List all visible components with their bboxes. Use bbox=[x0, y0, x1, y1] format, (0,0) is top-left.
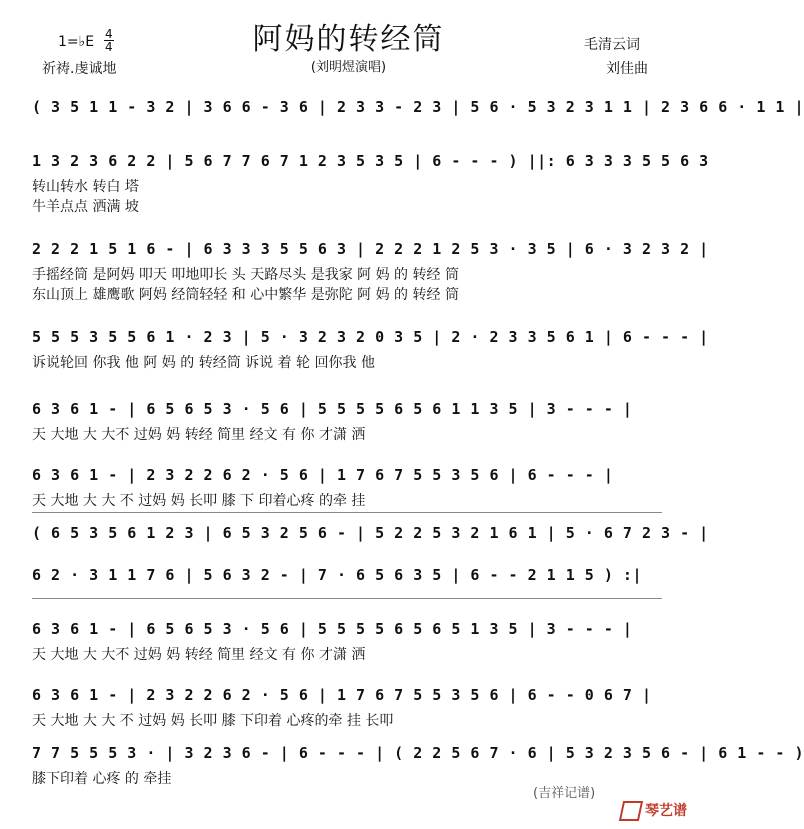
notation-line: 6 3 6 1 - | 6 5 6 5 3 · 5 6 | 5 5 5 5 6 5 6 5 1 3 5 | 3 - - - | bbox=[32, 620, 633, 638]
composer: 刘佳曲 bbox=[606, 61, 648, 77]
logo-icon bbox=[619, 801, 643, 821]
page-title: 阿妈的转经筒 bbox=[252, 22, 445, 57]
time-signature bbox=[104, 28, 114, 53]
lyric-line: 天 大地 大 大 不 过妈 妈 长叩 膝 下印着 心疼的牵 挂 长叩 bbox=[32, 713, 394, 729]
lyric-line: 手摇经筒 是阿妈 叩天 叩地叩长 头 天路尽头 是我家 阿 妈 的 转经 筒 bbox=[32, 267, 459, 283]
subtitle: (刘明煜演唱) bbox=[310, 60, 387, 75]
lyric-line: 天 大地 大 大 不 过妈 妈 长叩 膝 下 印着心疼 的牵 挂 bbox=[32, 493, 366, 509]
key-signature: 1=♭E bbox=[58, 34, 95, 50]
lyric-line: 东山顶上 雄鹰歌 阿妈 经筒轻轻 和 心中繁华 是弥陀 阿 妈 的 转经 筒 bbox=[32, 287, 459, 303]
lyric-line: 诉说轮回 你我 他 阿 妈 的 转经筒 诉说 着 轮 回你我 他 bbox=[32, 355, 375, 371]
volta-2-bracket bbox=[32, 598, 662, 599]
notation-line: 5 5 5 3 5 5 6 1 · 2 3 | 5 · 3 2 3 2 0 3 5 | 2 · 2 3 3 5 6 1 | 6 - - - | bbox=[32, 328, 709, 346]
lyric-line: 天 大地 大 大不 过妈 妈 转经 简里 经文 有 你 才潇 洒 bbox=[32, 647, 366, 663]
site-name: 琴艺谱 bbox=[645, 803, 687, 819]
meter-bottom: 4 bbox=[105, 40, 113, 54]
notation-line: ( 6 5 3 5 6 1 2 3 | 6 5 3 2 5 6 - | 5 2 2 5 3 2 1 6 1 | 5 · 6 7 2 3 - | bbox=[32, 524, 709, 542]
lyric-line: 牛羊点点 洒满 坡 bbox=[32, 199, 139, 215]
volta-1-bracket bbox=[32, 512, 662, 513]
notation-line: 6 2 · 3 1 1 7 6 | 5 6 3 2 - | 7 · 6 5 6 3 5 | 6 - - 2 1 1 5 ) :| bbox=[32, 566, 642, 584]
notation-line: 2 2 2 1 5 1 6 - | 6 3 3 3 5 5 6 3 | 2 2 2 1 2 5 3 · 3 5 | 6 · 3 2 3 2 | bbox=[32, 240, 709, 258]
notation-line: 6 3 6 1 - | 2 3 2 2 6 2 · 5 6 | 1 7 6 7 5 5 3 5 6 | 6 - - - | bbox=[32, 466, 614, 484]
tempo-marking: 祈祷.虔诚地 bbox=[42, 61, 117, 77]
lyric-line: 天 大地 大 大不 过妈 妈 转经 简里 经文 有 你 才潇 洒 bbox=[32, 427, 366, 443]
meter-top: 4 bbox=[105, 27, 113, 41]
lyric-line: 转山转水 转白 塔 bbox=[32, 179, 139, 195]
notation-line: 1 3 2 3 6 2 2 | 5 6 7 7 6 7 1 2 3 5 3 5 | 6 - - - ) ||: 6 3 3 3 5 5 6 3 bbox=[32, 152, 709, 170]
notation-line: 7 7 5 5 5 3 · | 3 2 3 6 - | 6 - - - | ( 2 2 5 6 7 · 6 | 5 3 2 3 5 6 - | 6 1 - - ) bbox=[32, 744, 804, 762]
site-logo bbox=[621, 800, 687, 821]
notation-line: 6 3 6 1 - | 2 3 2 2 6 2 · 5 6 | 1 7 6 7 5 5 3 5 6 | 6 - - 0 6 7 | bbox=[32, 686, 652, 704]
lyricist: 毛清云词 bbox=[584, 37, 640, 53]
notation-line: ( 3 5 1 1 - 3 2 | 3 6 6 - 3 6 | 2 3 3 - 2 3 | 5 6 · 5 3 2 3 1 1 | 2 3 6 6 · 1 1 | bbox=[32, 98, 804, 116]
notation-line: 6 3 6 1 - | 6 5 6 5 3 · 5 6 | 5 5 5 5 6 5 6 1 1 3 5 | 3 - - - | bbox=[32, 400, 633, 418]
transcriber-credit: (吉祥记谱) bbox=[533, 786, 596, 801]
lyric-line: 膝下印着 心疼 的 牵挂 bbox=[32, 771, 172, 787]
